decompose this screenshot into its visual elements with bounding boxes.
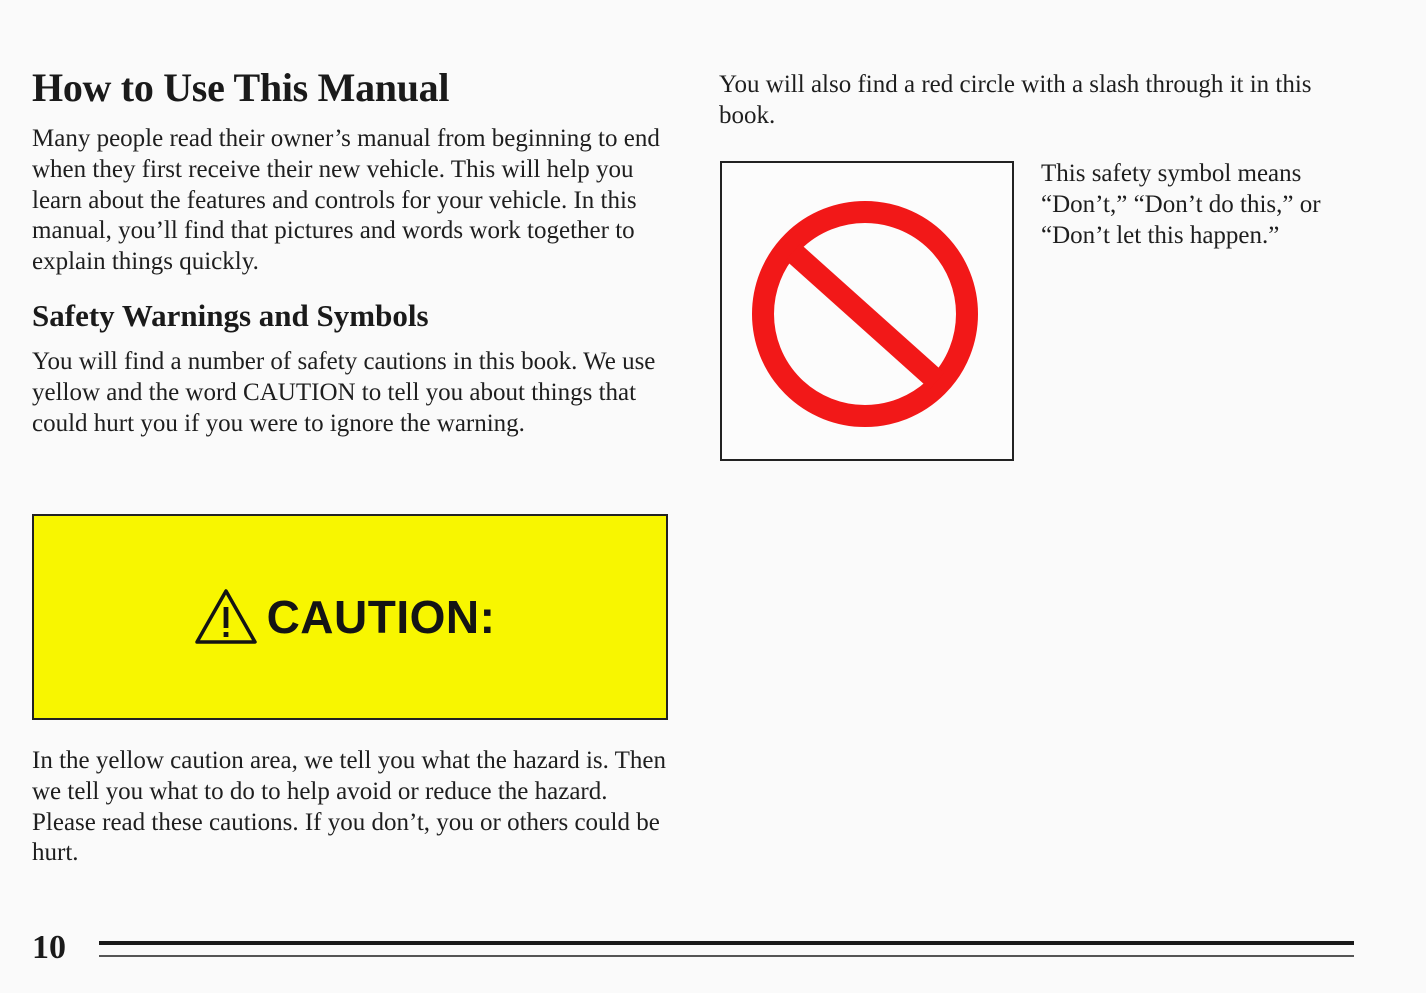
footer-rule-thick: [99, 941, 1354, 945]
caution-label: CAUTION:: [266, 591, 496, 643]
safety-paragraph: You will find a number of safety cautions in this book. We use yellow and the word CAUTION to tell you about things that could hurt you if you were to ignore the warning.: [32, 348, 656, 437]
page-title: How to Use This Manual: [32, 65, 450, 110]
prohibition-icon: [722, 163, 1012, 459]
prohibition-symbol-box: [720, 161, 1014, 461]
caution-area-paragraph: In the yellow caution area, we tell you what the hazard is. Then we tell you what to do to help avoid or reduce the hazard. Please read these cautions. If you don’t, you or others could be hurt.: [32, 747, 667, 867]
slash-paragraph: You will also find a red circle with a slash through it in this book.: [719, 71, 1312, 129]
footer-rule-thin: [99, 955, 1354, 957]
warning-triangle-icon: [193, 587, 259, 647]
safety-heading: Safety Warnings and Symbols: [32, 298, 429, 333]
intro-paragraph: Many people read their owner’s manual from beginning to end when they first receive their new vehicle. This will help you learn about the features and controls for your vehicle. In this manual, you’ll find that pictures and words work together to explain things quickly.: [32, 125, 660, 276]
caution-header: [193, 587, 496, 647]
caution-box: [32, 514, 668, 720]
page-number: 10: [32, 929, 66, 966]
symbol-meaning-paragraph: This safety symbol means “Don’t,” “Don’t do this,” or “Don’t let this happen.”: [1041, 160, 1321, 249]
